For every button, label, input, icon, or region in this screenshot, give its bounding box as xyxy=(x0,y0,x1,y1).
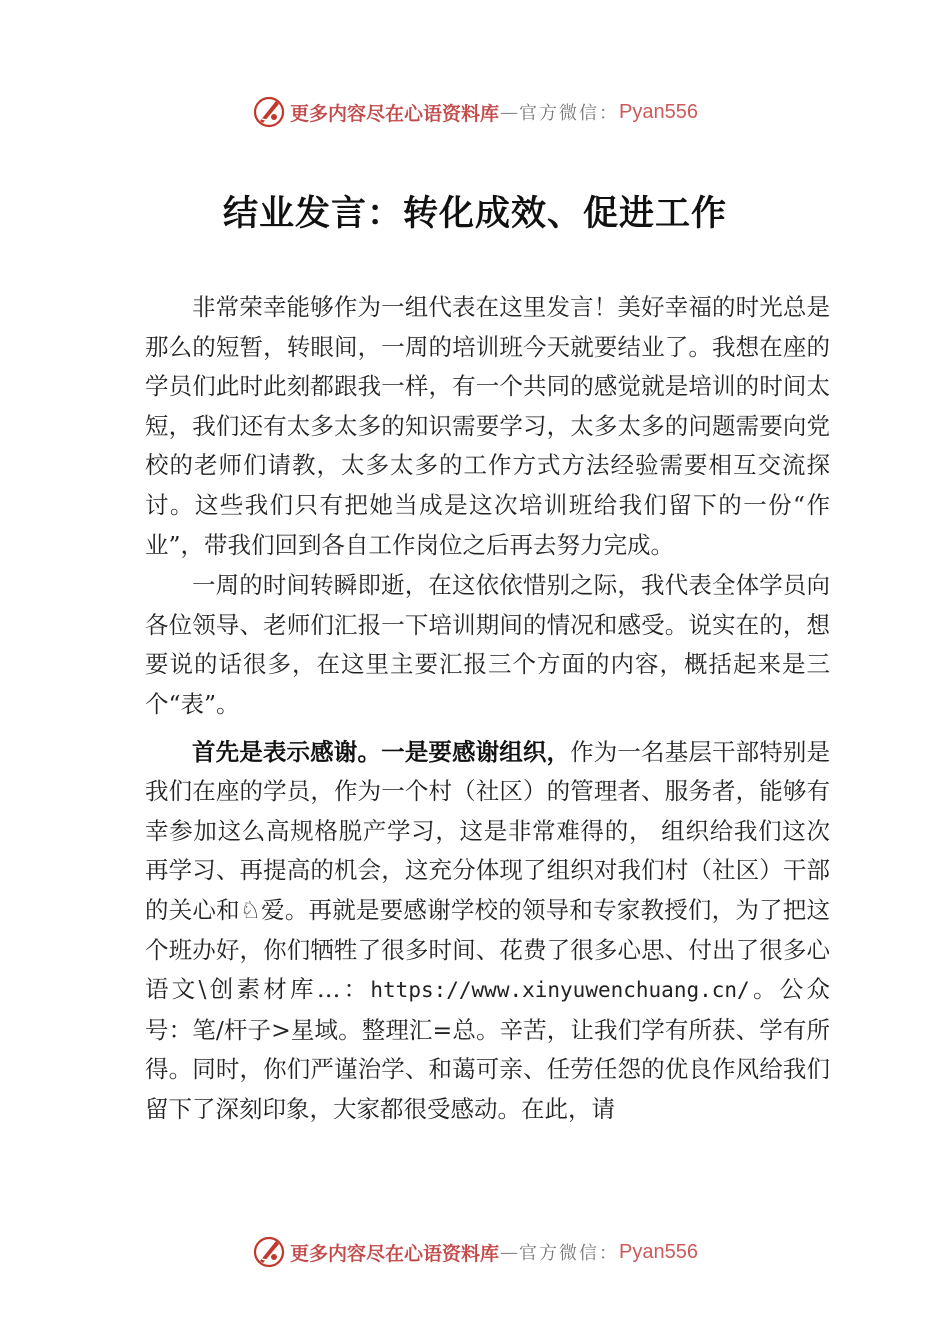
document-body xyxy=(145,288,830,1129)
banner-wechat-label: 官方微信： xyxy=(519,103,620,124)
source-url: https://www.xinyuwenchuang.cn/ xyxy=(370,978,750,1003)
document-title: 结业发言：转化成效、促进工作 xyxy=(222,193,727,234)
footer-banner-wechat-id: Pyan556 xyxy=(619,1240,698,1263)
paragraph-3-text-1: 作为一名基层干部特别是我们在座的学员，作为一个村（社区）的管理者、服务者，能够有幸参加这么高规格脱产学习，这是非常难得的， 组织给我们这次再学习、再提高的机会，这充分体现了组织对我们村（社区）干部的关心和♘爱。再就是要感谢学校的领导和专家教授们，为了把这个班办好，你们牺牲了很多时间、花费了很多心思、付出了很多心语文\创素材库…： xyxy=(145,737,831,1004)
banner-wechat-id: Pyan556 xyxy=(619,100,698,123)
quill-pen-logo-icon xyxy=(252,1235,286,1269)
footer-banner-separator: — xyxy=(500,1241,519,1263)
paragraph-3 xyxy=(145,733,830,1130)
paragraph-3-text-2: 。公众号：笔/杆子>星域。整理汇=总。辛苦，让我们学有所获、学有所得。同时，你们严谨治学、和蔼可亲、任劳任怨的优良作风给我们留下了深刻印象，大家都很受感动。在此，请 xyxy=(145,975,831,1123)
footer-banner xyxy=(0,1232,950,1272)
banner-separator: — xyxy=(500,101,519,123)
footer-banner-wechat-label: 官方微信： xyxy=(519,1243,620,1264)
paragraph-3-lead: 首先是表示感谢。一是要感谢组织， xyxy=(192,737,571,766)
quill-pen-logo-icon xyxy=(252,95,286,129)
header-banner xyxy=(0,92,950,132)
footer-banner-text: 更多内容尽在心语资料库 xyxy=(290,1242,500,1265)
banner-text: 更多内容尽在心语资料库 xyxy=(290,102,500,125)
paragraph-2: 一周的时间转瞬即逝，在这依依惜别之际，我代表全体学员向各位领导、老师们汇报一下培训期间的情况和感受。说实在的，想要说的话很多，在这里主要汇报三个方面的内容，概括起来是三个“表”。 xyxy=(145,571,830,718)
paragraph-1: 非常荣幸能够作为一组代表在这里发言！美好幸福的时光总是那么的短暂，转眼间，一周的培训班今天就要结业了。我想在座的学员们此时此刻都跟我一样，有一个共同的感觉就是培训的时间太短，我们还有太多太多的知识需要学习，太多太多的问题需要向党校的老师们请教，太多太多的工作方式方法经验需要相互交流探讨。这些我们只有把她当成是这次培训班给我们留下的一份“作业”，带我们回到各自工作岗位之后再去努力完成。 xyxy=(145,293,830,559)
